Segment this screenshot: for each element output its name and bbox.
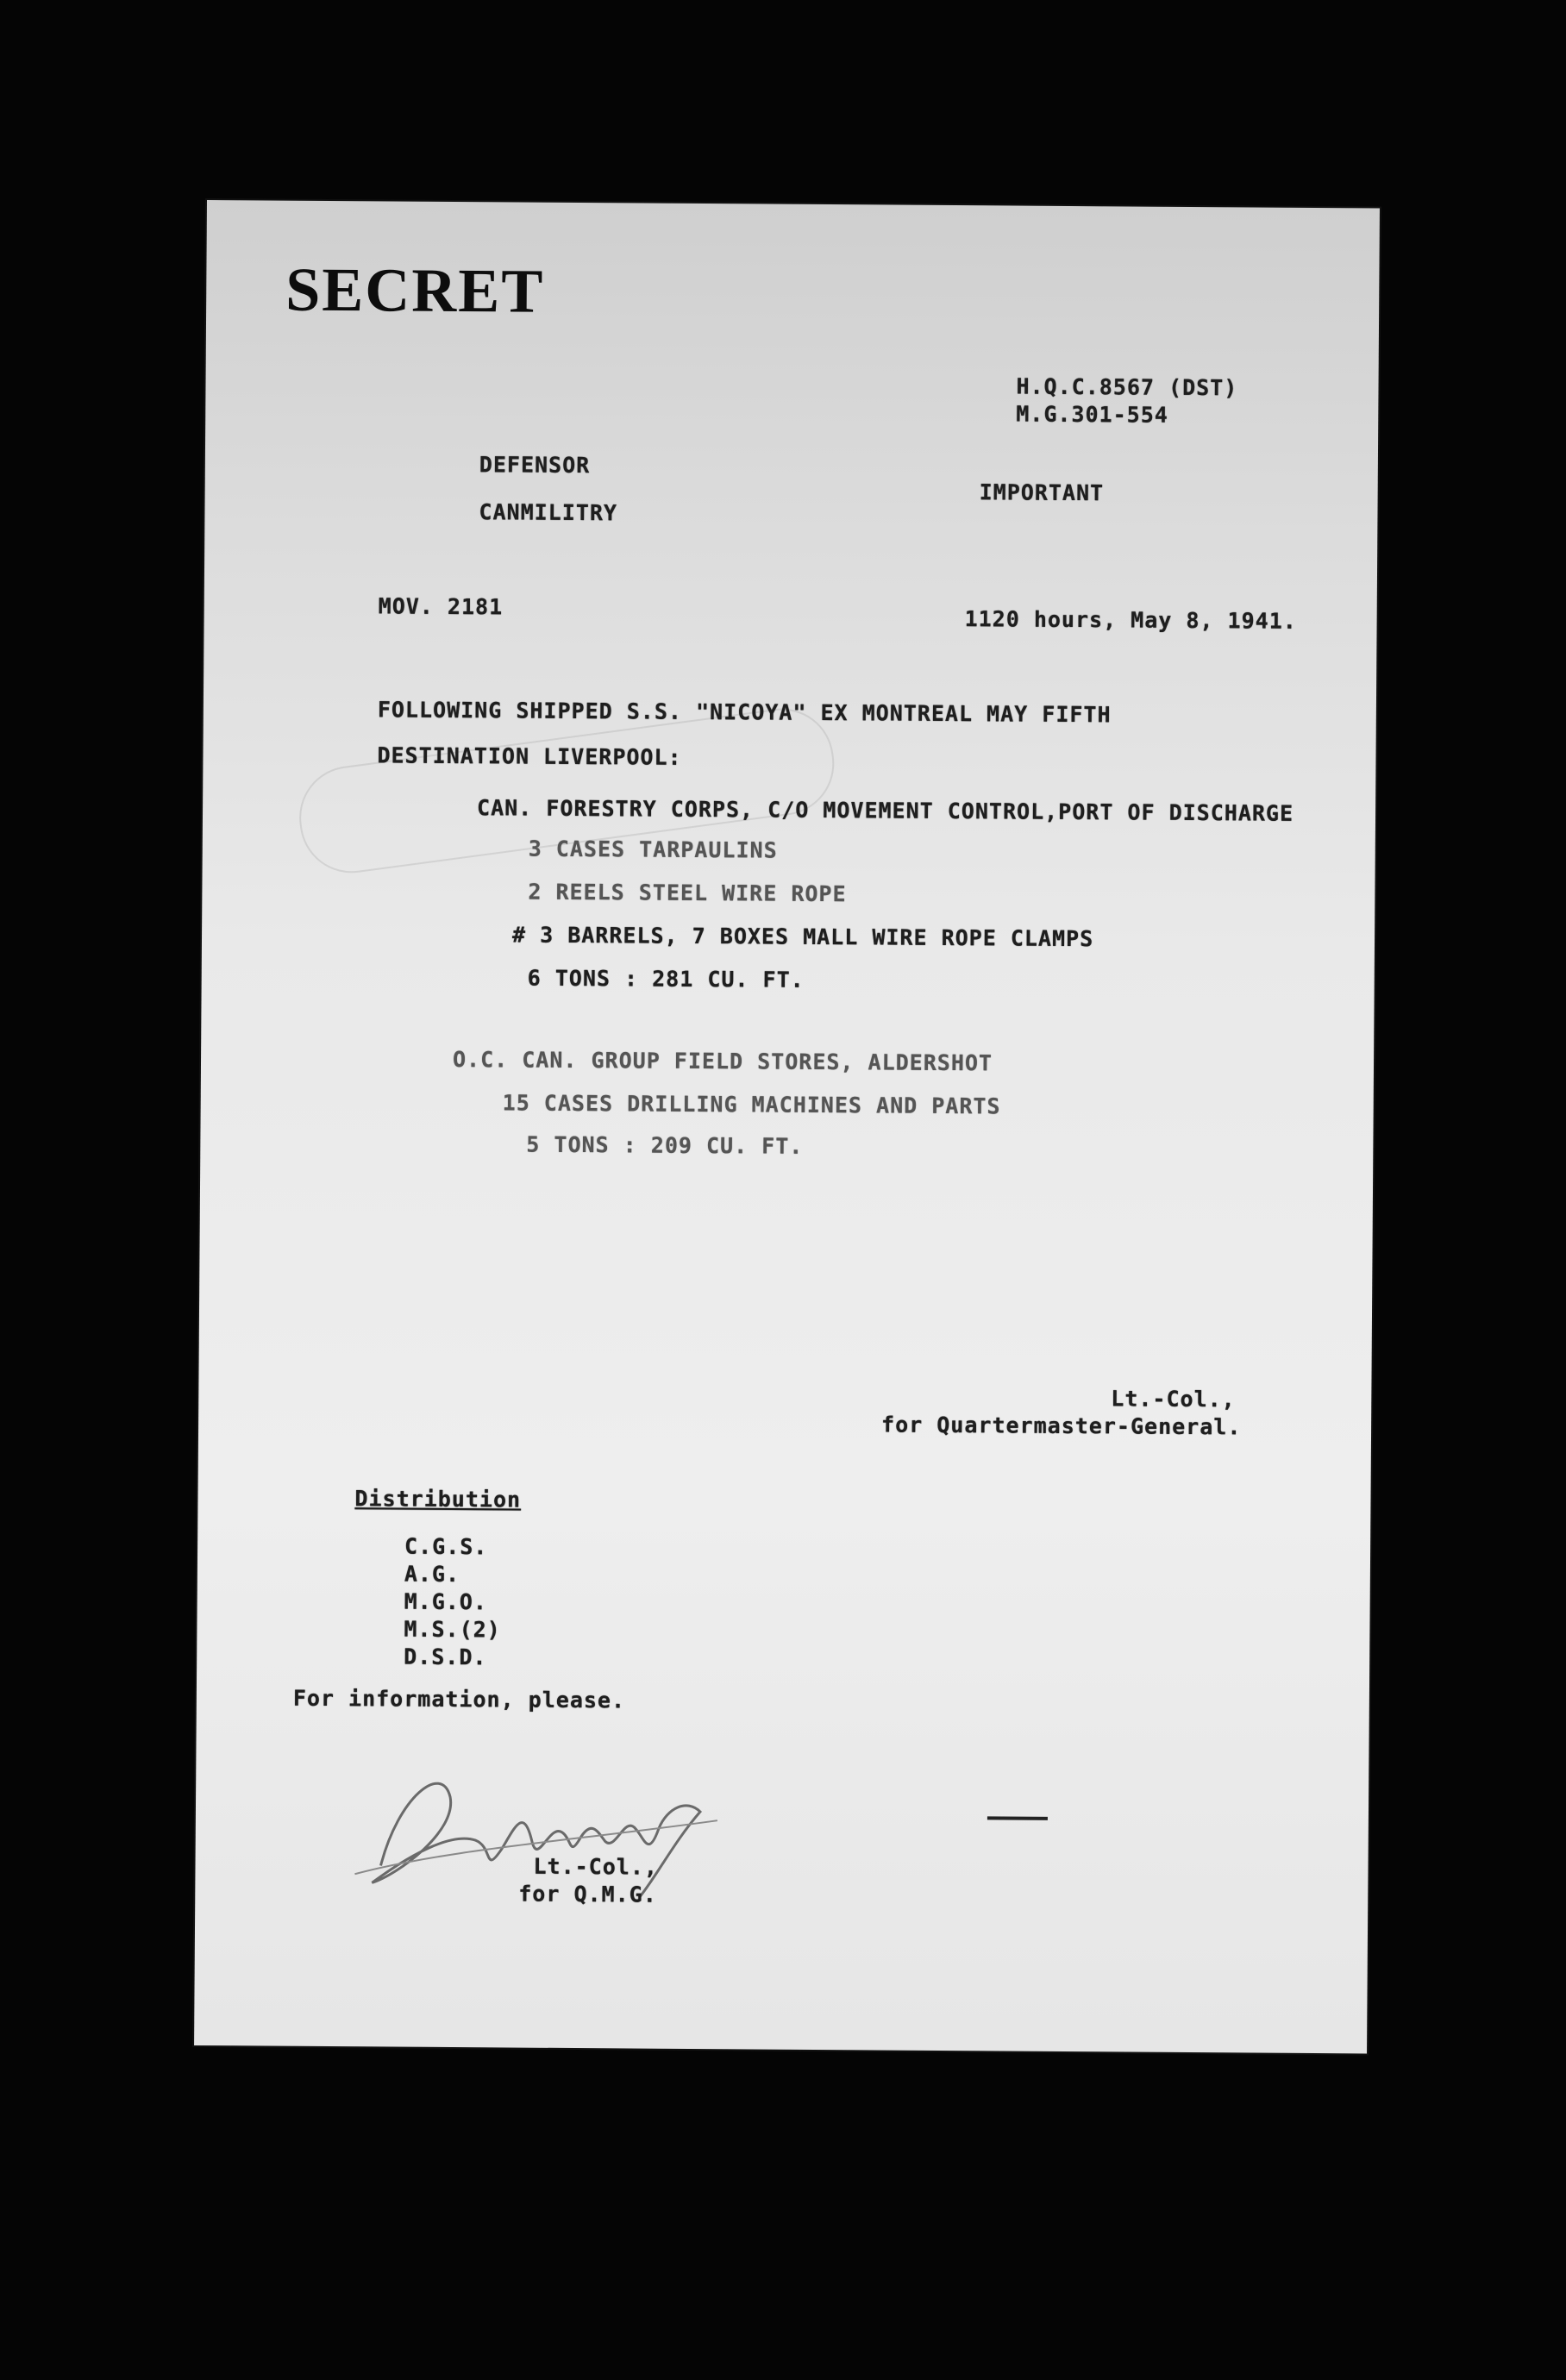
classification-heading: SECRET (285, 254, 545, 326)
signatory-rank: Lt.-Col., (1111, 1386, 1236, 1412)
second-signatory-rank: Lt.-Col., (533, 1853, 659, 1880)
distribution-item: D.S.D. (404, 1644, 487, 1670)
message-datetime: 1120 hours, May 8, 1941. (964, 606, 1297, 634)
distribution-item: M.G.O. (404, 1588, 488, 1615)
addressee-line-2: CANMILITRY (479, 499, 618, 526)
message-number: MOV. 2181 (378, 593, 504, 620)
file-reference-2: M.G.301-554 (1016, 401, 1168, 428)
distribution-item: A.G. (404, 1561, 460, 1588)
consignee-1-tonnage: 6 TONS : 281 CU. FT. (527, 965, 805, 993)
consignee-1: CAN. FORESTRY CORPS, C/O MOVEMENT CONTROL,PORT OF DISCHARGE (476, 795, 1294, 826)
body-line-2: DESTINATION LIVERPOOL: (377, 742, 682, 770)
document-page (194, 200, 1380, 2053)
signatory-for-line: for Quartermaster-General. (881, 1412, 1242, 1440)
file-reference-1: H.Q.C.8567 (DST) (1016, 373, 1238, 401)
consignee-2-item-1: 15 CASES DRILLING MACHINES AND PARTS (502, 1090, 1001, 1119)
priority-label: IMPORTANT (979, 479, 1105, 506)
body-line-1: FOLLOWING SHIPPED S.S. "NICOYA" EX MONTREAL MAY FIFTH (377, 697, 1112, 728)
distribution-item: C.G.S. (404, 1533, 488, 1560)
consignee-1-item-3: # 3 BARRELS, 7 BOXES MALL WIRE ROPE CLAMPS (511, 922, 1094, 952)
consignee-2-tonnage: 5 TONS : 209 CU. FT. (526, 1131, 804, 1159)
pen-mark (987, 1816, 1048, 1819)
addressee-line-1: DEFENSOR (479, 452, 591, 479)
distribution-heading: Distribution (354, 1486, 522, 1513)
consignee-1-item-2: 2 REELS STEEL WIRE ROPE (528, 879, 847, 907)
consignee-1-item-1: 3 CASES TARPAULINS (528, 836, 778, 863)
consignee-2: O.C. CAN. GROUP FIELD STORES, ALDERSHOT (452, 1047, 993, 1076)
distribution-item: M.S.(2) (404, 1616, 501, 1643)
second-signatory-for-line: for Q.M.G. (518, 1881, 657, 1907)
distribution-note: For information, please. (292, 1685, 626, 1713)
